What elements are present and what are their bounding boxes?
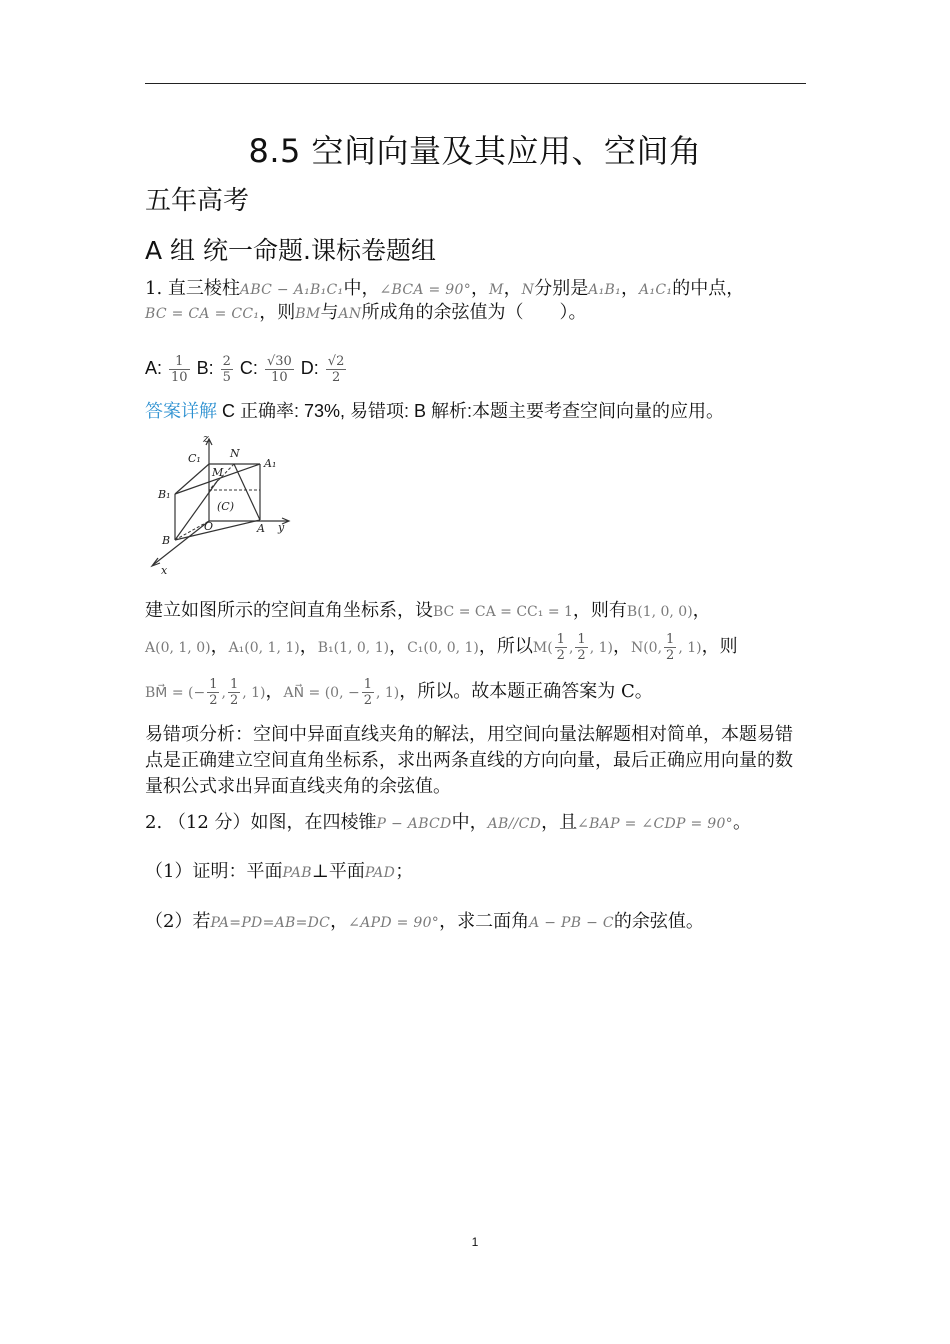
answer-detail-link[interactable]: 答案详解 bbox=[145, 401, 217, 422]
math-prism: ABC − A₁B₁C₁ bbox=[239, 282, 344, 298]
q2-part1: （1）证明：平面PAB⊥平面PAD； bbox=[145, 861, 414, 882]
svg-text:y: y bbox=[278, 521, 285, 534]
svg-text:x: x bbox=[161, 564, 168, 577]
q1-sol-line1: 建立如图所示的空间直角坐标系，设BC = CA = CC₁ = 1，则有B(1, 0, 0)， bbox=[145, 600, 711, 621]
q1-sol-line2: A(0, 1, 0)，A₁(0, 1, 1)，B₁(1, 0, 1)，C₁(0, 0, 1)，所以M( $\frac{1}{2}$ , $\frac{1}{2}$ , 1)，N(0, $\frac{1}{2}$ , 1)，则 bbox=[145, 631, 738, 663]
option-b-value: $\frac{2}{5}$ bbox=[222, 353, 231, 385]
option-d-value: $\frac{√2}{2}$ bbox=[327, 353, 345, 385]
mistake-analysis: 易错项分析：空间中异面直线夹角的解法，用空间向量法解题相对简单，本题易错点是正确建立空间直角坐标系，求出两条直线的方向向量，最后正确应用向量的数量积公式求出异面直线夹角的余弦值。 bbox=[145, 724, 793, 797]
section-heading: 五年高考 bbox=[145, 186, 250, 216]
q1-sol-line3: BM⃗ = (− $\frac{1}{2}$ , $\frac{1}{2}$ , 1)，AN⃗ = (0, − $\frac{1}{2}$ , 1)，所以。故本题正确答案为 C。 bbox=[145, 676, 653, 708]
svg-text:N: N bbox=[230, 447, 240, 460]
svg-text:M: M bbox=[212, 466, 224, 479]
page-number: 1 bbox=[471, 1235, 479, 1249]
svg-text:B₁: B₁ bbox=[158, 488, 171, 501]
svg-text:z: z bbox=[203, 432, 209, 445]
group-heading: A 组 统一命题.课标卷题组 bbox=[145, 236, 436, 265]
q1-answer: 答案详解 C 正确率: 73%, 易错项: B 解析:本题主要考查空间向量的应用。 bbox=[145, 401, 725, 422]
svg-text:A₁: A₁ bbox=[264, 457, 277, 470]
option-a-value: $\frac{1}{10}$ bbox=[171, 353, 188, 385]
q2-part2: （2）若PA=PD=AB=DC，∠APD = 90°，求二面角A − PB − C的余弦值。 bbox=[145, 911, 704, 932]
prism-diagram bbox=[148, 432, 308, 577]
svg-text:O: O bbox=[204, 520, 214, 533]
option-c-value: $\frac{√30}{10}$ bbox=[266, 353, 292, 385]
q2-stem: 2. （12 分）如图，在四棱锥P − ABCD中，AB//CD，且∠BAP = ∠CDP = 90°。 bbox=[145, 812, 751, 833]
option-b-label: B: bbox=[196, 358, 214, 378]
svg-text:B: B bbox=[162, 534, 171, 547]
svg-text:(C): (C) bbox=[217, 500, 234, 513]
svg-text:C₁: C₁ bbox=[188, 452, 201, 465]
page-title: 8.5 空间向量及其应用、空间角 bbox=[248, 132, 702, 170]
q1-line2: BC = CA = CC₁，则BM与AN所成角的余弦值为（ ）。 bbox=[145, 302, 587, 323]
q1-line1: 1. 直三棱柱ABC − A₁B₁C₁中，∠BCA = 90°，M，N分别是A₁B₁，A₁C₁的中点， bbox=[145, 278, 745, 299]
option-a-label: A: bbox=[145, 358, 163, 378]
q1-options bbox=[145, 350, 348, 386]
top-rule bbox=[145, 83, 806, 84]
option-d-label: D: bbox=[300, 358, 319, 378]
math-angle: ∠BCA = 90° bbox=[379, 282, 472, 298]
svg-text:A: A bbox=[257, 522, 265, 535]
option-c-label: C: bbox=[239, 358, 258, 378]
